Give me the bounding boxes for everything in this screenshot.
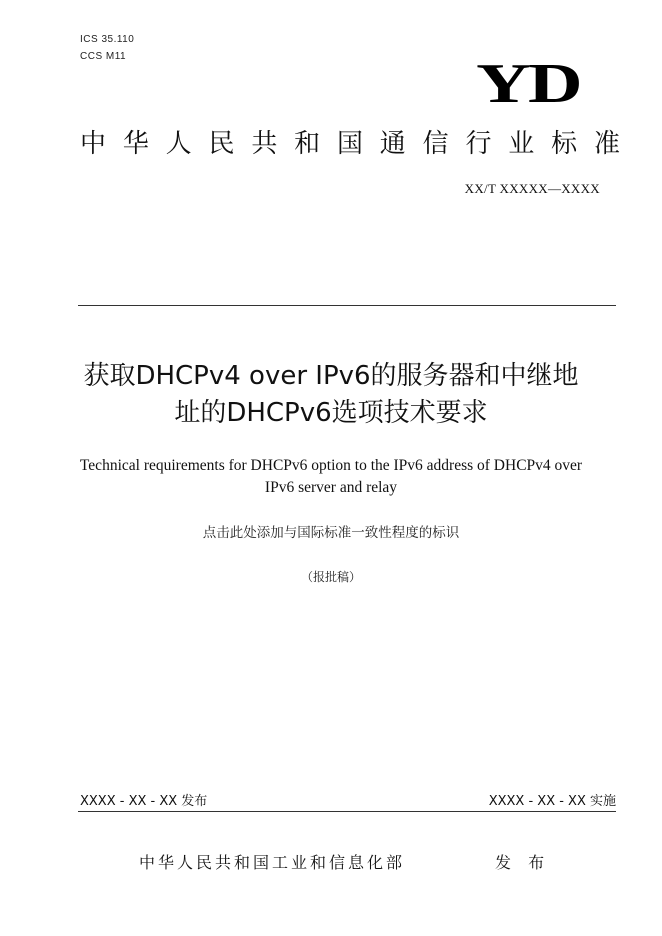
heading-char: 业 [508,129,535,159]
consistency-placeholder[interactable]: 点击此处添加与国际标准一致性程度的标识 [202,525,460,541]
chinese-title-line-1: 获取DHCPv4 over IPv6的服务器和中继地 [83,361,579,391]
heading-char: 共 [251,129,278,159]
heading-char: 华 [122,129,149,159]
heading-char: 信 [422,129,449,159]
issuing-ministry: 中华人民共和国工业和信息化部 [139,853,406,872]
heading-char: 标 [551,129,578,159]
heading-char: 和 [294,129,321,159]
heading-char: 人 [165,129,192,159]
publish-date: XXXX - XX - XX 发布 [80,794,208,809]
draft-status: （报批稿） [300,570,361,584]
ics-code: ICS 35.110 [80,34,135,45]
heading-char: 民 [208,129,235,159]
heading-char: 通 [379,129,406,159]
publish-label: 发 布 [495,853,551,872]
english-title [40,455,622,499]
ccs-code: CCS M11 [80,51,127,62]
implement-date: XXXX - XX - XX 实施 [488,794,616,809]
yd-logo: YD [476,53,580,115]
heading-char: 中 [80,129,107,159]
top-divider [78,305,616,306]
standard-number: XX/T XXXXX—XXXX [464,181,600,196]
heading-char: 国 [336,129,363,159]
english-title-line-2: IPv6 server and relay [264,479,398,496]
english-title-line-1: Technical requirements for DHCPv6 option to the IPv6 address of DHCPv4 over [79,457,583,474]
chinese-title-line-2: 址的DHCPv6选项技术要求 [174,398,488,428]
chinese-title [40,358,622,432]
industry-standard-heading [80,127,620,161]
bottom-divider [78,811,616,812]
heading-char: 准 [593,129,620,159]
heading-char: 行 [465,129,492,159]
